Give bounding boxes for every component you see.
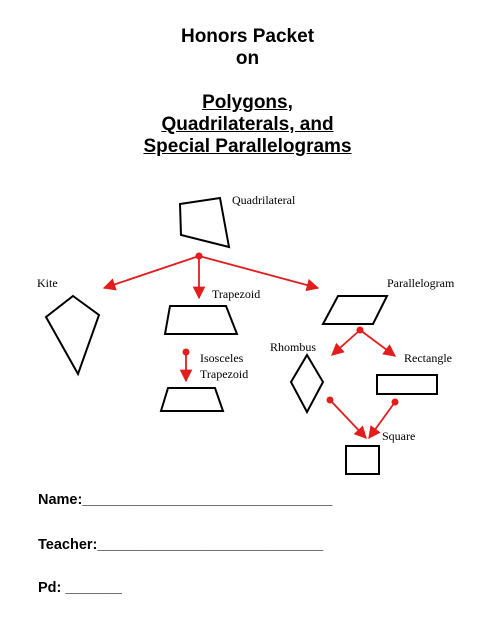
label-trapezoid: Trapezoid xyxy=(212,287,261,301)
title-line-2: on xyxy=(235,48,260,69)
dot-parallelogram xyxy=(357,327,364,334)
label-quadrilateral: Quadrilateral xyxy=(232,193,296,207)
arrow-to-parallelogram xyxy=(199,256,318,288)
arrow-to-rhombus xyxy=(332,330,360,355)
title-line-1: Honors Packet xyxy=(180,26,315,47)
dot-rectangle xyxy=(392,399,399,406)
arrow-to-kite xyxy=(104,256,199,288)
dot-rhombus xyxy=(327,397,334,404)
rhombus-shape xyxy=(291,355,323,412)
trapezoid-shape xyxy=(165,306,237,334)
isosceles-trapezoid-shape xyxy=(161,388,223,411)
title-line-3: Polygons, xyxy=(202,92,293,113)
title-block xyxy=(0,26,495,158)
teacher-field[interactable]: Teacher:____________________________ xyxy=(38,537,324,553)
dot-quadrilateral xyxy=(196,253,203,260)
square-shape xyxy=(346,446,379,474)
parallelogram-shape xyxy=(323,296,387,324)
label-parallelogram: Parallelogram xyxy=(387,276,455,290)
dot-trapezoid xyxy=(183,349,190,356)
label-isosceles-line2: Trapezoid xyxy=(200,367,249,381)
title-line-4: Quadrilaterals, and xyxy=(161,114,334,135)
label-kite: Kite xyxy=(37,276,58,290)
name-field[interactable]: Name:_______________________________ xyxy=(38,492,333,508)
label-isosceles-line1: Isosceles xyxy=(200,351,244,365)
kite-shape xyxy=(46,296,99,374)
label-square: Square xyxy=(382,429,416,443)
quadrilateral-shape xyxy=(180,198,229,247)
arrow-rhombus-to-square xyxy=(330,400,366,438)
arrow-to-rectangle xyxy=(360,330,395,356)
label-rhombus: Rhombus xyxy=(270,340,317,354)
title-line-5: Special Parallelograms xyxy=(143,136,352,157)
quadrilateral-hierarchy-diagram xyxy=(0,180,495,480)
rectangle-shape xyxy=(377,375,437,394)
label-rectangle: Rectangle xyxy=(404,351,452,365)
hierarchy-arrows xyxy=(104,256,395,438)
period-field[interactable]: Pd: _______ xyxy=(38,580,122,596)
